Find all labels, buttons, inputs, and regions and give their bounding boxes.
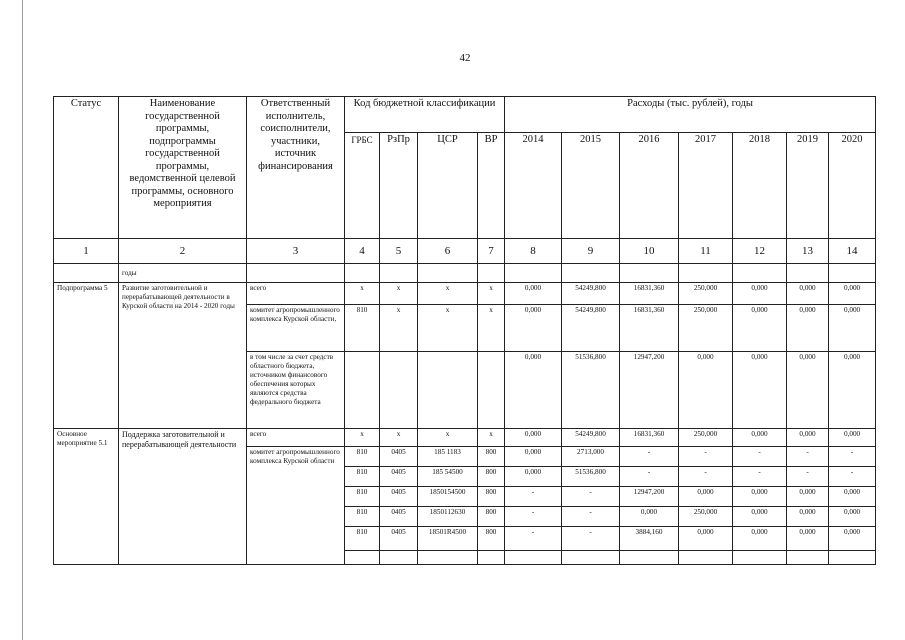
value-cell: 0,000 (787, 527, 829, 551)
carry-over-row (54, 264, 876, 283)
header-year: 2015 (562, 133, 620, 239)
value-cell: 16831,360 (620, 305, 679, 352)
csr-cell: х (418, 283, 478, 305)
value-cell: 250,000 (679, 429, 733, 447)
value-cell: 0,000 (679, 487, 733, 507)
value-cell: 0,000 (733, 352, 787, 429)
value-cell: - (829, 447, 876, 467)
value-cell: 0,000 (787, 352, 829, 429)
grbs-cell: 810 (345, 305, 380, 352)
header-rzpr: РзПр (380, 133, 418, 239)
column-number: 10 (620, 239, 679, 264)
value-cell: - (733, 467, 787, 487)
value-cell: - (620, 447, 679, 467)
value-cell: 0,000 (733, 487, 787, 507)
value-cell: 0,000 (787, 283, 829, 305)
rzpr-cell (380, 352, 418, 429)
value-cell: - (505, 487, 562, 507)
csr-cell: 1850112630 (418, 507, 478, 527)
column-number: 5 (380, 239, 418, 264)
header-vr: ВР (478, 133, 505, 239)
csr-cell: 1850154500 (418, 487, 478, 507)
value-cell: 0,000 (505, 283, 562, 305)
header-expenses: Расходы (тыс. рублей), годы (505, 97, 876, 133)
value-cell: - (787, 447, 829, 467)
grbs-cell: 810 (345, 467, 380, 487)
value-cell: 0,000 (733, 283, 787, 305)
value-cell: 2713,000 (562, 447, 620, 467)
value-cell: 0,000 (829, 487, 876, 507)
column-number: 3 (247, 239, 345, 264)
rzpr-cell: х (380, 429, 418, 447)
csr-cell: 18501R4500 (418, 527, 478, 551)
value-cell: 0,000 (679, 352, 733, 429)
value-cell: - (679, 467, 733, 487)
value-cell: 54249,800 (562, 305, 620, 352)
value-cell: 250,000 (679, 305, 733, 352)
source-cell: всего (247, 283, 345, 305)
column-number: 9 (562, 239, 620, 264)
column-number: 4 (345, 239, 380, 264)
value-cell: 250,000 (679, 507, 733, 527)
header-grbs: ГРБС (345, 133, 380, 239)
value-cell: 16831,360 (620, 429, 679, 447)
column-number: 7 (478, 239, 505, 264)
source-cell: в том числе за счет средств областного бюджета, источником финансового обеспечения которых являются средства федерального бюджета (247, 352, 345, 429)
rzpr-cell: 0405 (380, 487, 418, 507)
value-cell: 250,000 (679, 283, 733, 305)
vr-cell (478, 352, 505, 429)
header-name: Наименование государственной программы, подпрограммы государственной программы, ведомственной целевой программы, основного мероприятия (119, 97, 247, 239)
value-cell: 0,000 (505, 447, 562, 467)
value-cell: - (787, 467, 829, 487)
value-cell: - (733, 447, 787, 467)
csr-cell: 185 1183 (418, 447, 478, 467)
value-cell: - (562, 487, 620, 507)
value-cell: 0,000 (787, 429, 829, 447)
rzpr-cell: 0405 (380, 467, 418, 487)
header-status: Статус (54, 97, 119, 239)
value-cell: 0,000 (787, 305, 829, 352)
vr-cell: 800 (478, 487, 505, 507)
table-row (54, 429, 876, 447)
csr-cell: 185 54500 (418, 467, 478, 487)
column-number: 2 (119, 239, 247, 264)
header-budget-code: Код бюджетной классификации (345, 97, 505, 133)
value-cell: - (505, 527, 562, 551)
vr-cell: х (478, 429, 505, 447)
vr-cell: 800 (478, 507, 505, 527)
vr-cell: 800 (478, 467, 505, 487)
header-csr: ЦСР (418, 133, 478, 239)
page-edge-line (22, 0, 23, 640)
vr-cell: 800 (478, 527, 505, 551)
value-cell: 0,000 (787, 487, 829, 507)
csr-cell: х (418, 429, 478, 447)
value-cell: - (562, 527, 620, 551)
csr-cell (418, 352, 478, 429)
column-number: 12 (733, 239, 787, 264)
value-cell: 51536,800 (562, 467, 620, 487)
value-cell: 54249,800 (562, 283, 620, 305)
vr-cell: 800 (478, 447, 505, 467)
value-cell: 0,000 (829, 429, 876, 447)
source-cell: комитет агропромышленного комплекса Курской области, (247, 305, 345, 352)
grbs-cell: 810 (345, 507, 380, 527)
column-number-row (54, 239, 876, 264)
subprogram-name: Развитие заготовительной и перерабатывающей деятельности в Курской области на 2014 - 2020 годы (119, 283, 247, 429)
header-year: 2020 (829, 133, 876, 239)
activity-name: Поддержка заготовительной и перерабатывающей деятельности (119, 429, 247, 565)
budget-table (53, 96, 876, 565)
csr-cell: х (418, 305, 478, 352)
value-cell: 3884,160 (620, 527, 679, 551)
value-cell: 0,000 (505, 429, 562, 447)
header-year: 2019 (787, 133, 829, 239)
source-cell: всего (247, 429, 345, 447)
value-cell: 0,000 (505, 467, 562, 487)
column-number: 8 (505, 239, 562, 264)
value-cell: - (829, 467, 876, 487)
value-cell: - (562, 507, 620, 527)
page-number: 42 (459, 52, 471, 64)
grbs-cell: 810 (345, 527, 380, 551)
table-row (54, 283, 876, 305)
value-cell: 0,000 (505, 352, 562, 429)
value-cell: 0,000 (829, 352, 876, 429)
value-cell: 51536,800 (562, 352, 620, 429)
grbs-cell (345, 352, 380, 429)
value-cell: 0,000 (829, 305, 876, 352)
vr-cell: х (478, 283, 505, 305)
value-cell: 54249,800 (562, 429, 620, 447)
value-cell: 0,000 (829, 527, 876, 551)
grbs-cell: 810 (345, 447, 380, 467)
activity-status: Основное мероприятие 5.1 (54, 429, 119, 565)
value-cell: 0,000 (679, 527, 733, 551)
value-cell: 0,000 (733, 305, 787, 352)
value-cell: 16831,360 (620, 283, 679, 305)
header-year: 2016 (620, 133, 679, 239)
value-cell: 0,000 (733, 527, 787, 551)
rzpr-cell: 0405 (380, 447, 418, 467)
value-cell: 0,000 (733, 507, 787, 527)
column-number: 14 (829, 239, 876, 264)
rzpr-cell: х (380, 283, 418, 305)
rzpr-cell: 0405 (380, 507, 418, 527)
carry-over-text: годы (119, 264, 247, 283)
column-number: 6 (418, 239, 478, 264)
rzpr-cell: 0405 (380, 527, 418, 551)
value-cell: 0,000 (505, 305, 562, 352)
value-cell: - (620, 467, 679, 487)
value-cell: 12947,200 (620, 487, 679, 507)
value-cell: 0,000 (829, 507, 876, 527)
vr-cell: х (478, 305, 505, 352)
value-cell: - (505, 507, 562, 527)
value-cell: 0,000 (787, 507, 829, 527)
column-number: 1 (54, 239, 119, 264)
header-year: 2014 (505, 133, 562, 239)
value-cell: 12947,200 (620, 352, 679, 429)
grbs-cell: х (345, 429, 380, 447)
header-year: 2017 (679, 133, 733, 239)
column-number: 13 (787, 239, 829, 264)
committee-cell: комитет агропромышленного комплекса Курской области (247, 447, 345, 565)
value-cell: 0,000 (733, 429, 787, 447)
column-number: 11 (679, 239, 733, 264)
grbs-cell: х (345, 283, 380, 305)
grbs-cell: 810 (345, 487, 380, 507)
value-cell: 0,000 (620, 507, 679, 527)
value-cell: - (679, 447, 733, 467)
value-cell: 0,000 (829, 283, 876, 305)
rzpr-cell: х (380, 305, 418, 352)
subprogram-status: Подпрограмма 5 (54, 283, 119, 429)
header-responsible: Ответственный исполнитель, соисполнители, участники, источник финансирования (247, 97, 345, 239)
header-year: 2018 (733, 133, 787, 239)
